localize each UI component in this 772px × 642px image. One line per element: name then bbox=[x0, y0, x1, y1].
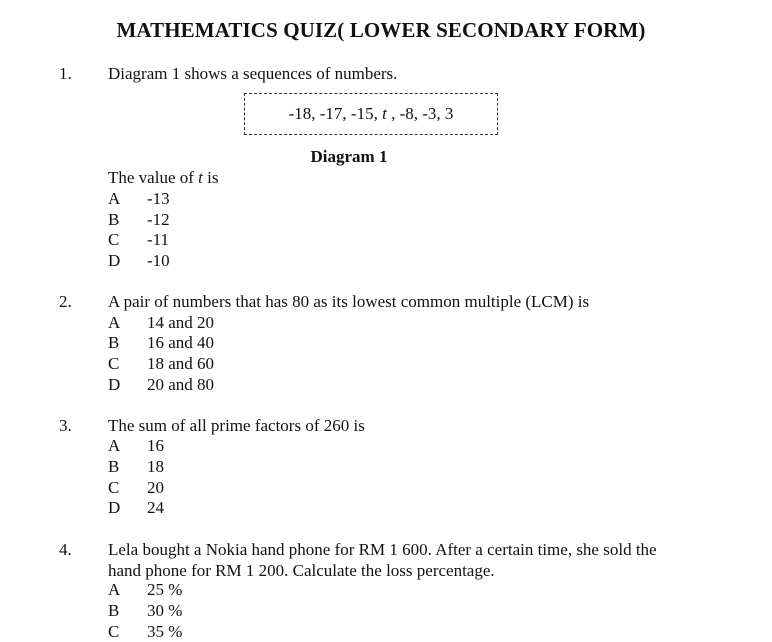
option-text: 16 and 40 bbox=[147, 333, 215, 352]
option-letter: A bbox=[108, 436, 121, 455]
question-2-option-d bbox=[108, 375, 214, 395]
question-3-option-b bbox=[108, 457, 164, 477]
option-letter: B bbox=[108, 601, 120, 620]
question-4-text-line-1: Lela bought a Nokia hand phone for RM 1 600. After a certain time, she sold the bbox=[108, 540, 657, 559]
question-2-option-c bbox=[108, 354, 214, 374]
option-letter: A bbox=[108, 189, 121, 208]
option-letter: D bbox=[108, 498, 121, 517]
option-letter: C bbox=[108, 230, 120, 249]
option-text: 18 bbox=[147, 457, 164, 476]
option-text: 20 bbox=[147, 478, 164, 497]
question-2-option-a bbox=[108, 313, 214, 333]
prompt-variable: t bbox=[198, 168, 203, 187]
question-1-option-d bbox=[108, 251, 170, 271]
question-1-option-b bbox=[108, 210, 170, 230]
option-letter: A bbox=[108, 313, 121, 332]
option-text: 18 and 60 bbox=[147, 354, 215, 373]
sequence-box bbox=[244, 93, 498, 135]
question-4-number: 4. bbox=[59, 540, 72, 559]
option-letter: B bbox=[108, 210, 120, 229]
option-letter: D bbox=[108, 375, 121, 394]
question-2-number: 2. bbox=[59, 292, 72, 311]
option-text: -11 bbox=[147, 230, 170, 249]
option-text: 24 bbox=[147, 498, 164, 517]
question-1-option-a bbox=[108, 189, 170, 209]
option-letter: B bbox=[108, 333, 120, 352]
quiz-title: MATHEMATICS QUIZ( LOWER SECONDARY FORM) bbox=[116, 18, 646, 42]
option-text: 35 % bbox=[147, 622, 183, 641]
question-4-option-c bbox=[108, 622, 182, 642]
option-letter: A bbox=[108, 580, 121, 599]
option-letter: B bbox=[108, 457, 120, 476]
sequence-after: , -8, -3, 3 bbox=[391, 104, 454, 123]
option-letter: C bbox=[108, 478, 120, 497]
question-3-number: 3. bbox=[59, 416, 72, 435]
question-3-text: The sum of all prime factors of 260 is bbox=[108, 416, 365, 435]
question-2-text: A pair of numbers that has 80 as its lowest common multiple (LCM) is bbox=[108, 292, 590, 311]
question-1-number: 1. bbox=[59, 64, 72, 83]
prompt-after: is bbox=[207, 168, 219, 187]
question-3-option-c bbox=[108, 478, 164, 498]
question-3-option-d bbox=[108, 498, 164, 518]
question-3-option-a bbox=[108, 436, 164, 456]
question-4-text-line-2: hand phone for RM 1 200. Calculate the loss percentage. bbox=[108, 561, 495, 580]
option-text: 14 and 20 bbox=[147, 313, 215, 332]
prompt-before: The value of bbox=[108, 168, 194, 187]
question-4-option-b bbox=[108, 601, 182, 621]
question-1-prompt bbox=[108, 168, 218, 188]
option-text: 30 % bbox=[147, 601, 183, 620]
option-letter: D bbox=[108, 251, 121, 270]
option-text: -13 bbox=[147, 189, 170, 208]
option-letter: C bbox=[108, 622, 120, 641]
option-text: 25 % bbox=[147, 580, 183, 599]
sequence-variable: t bbox=[382, 104, 387, 123]
question-1-text: Diagram 1 shows a sequences of numbers. bbox=[108, 64, 398, 83]
question-2-option-b bbox=[108, 333, 214, 353]
cropped-bottom-edge bbox=[0, 622, 772, 641]
sequence-before: -18, -17, -15, bbox=[288, 104, 378, 123]
question-1-option-c bbox=[108, 230, 169, 250]
diagram-caption: Diagram 1 bbox=[310, 147, 388, 166]
option-text: -12 bbox=[147, 210, 170, 229]
option-text: -10 bbox=[147, 251, 170, 270]
option-letter: C bbox=[108, 354, 120, 373]
option-text: 20 and 80 bbox=[147, 375, 215, 394]
question-4-option-a bbox=[108, 580, 182, 600]
option-text: 16 bbox=[147, 436, 164, 455]
